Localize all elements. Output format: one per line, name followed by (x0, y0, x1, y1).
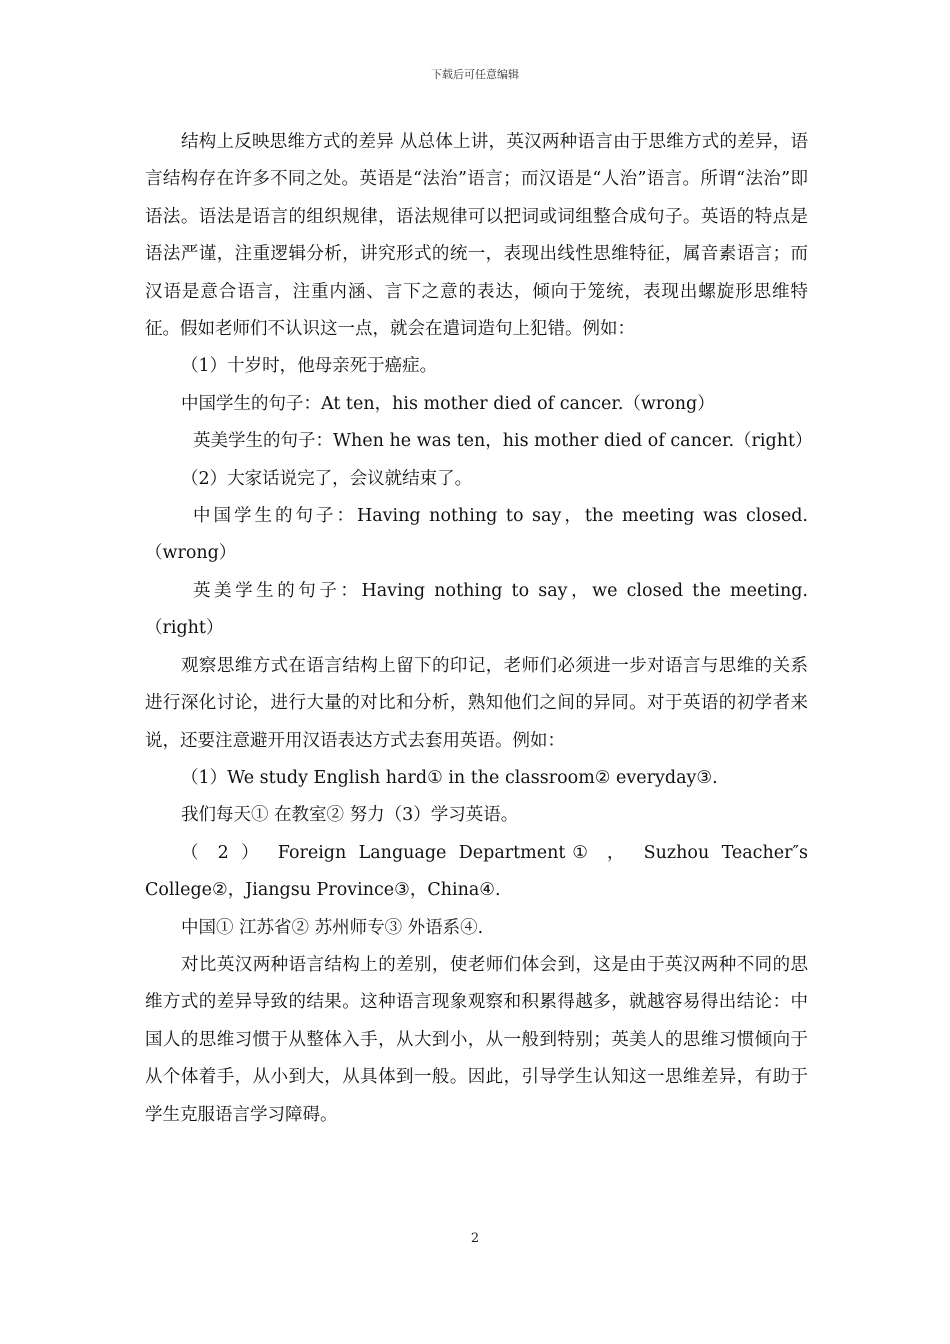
example-3-chinese: 我们每天① 在教室② 努力（3）学习英语。 (181, 805, 519, 826)
example-4-chinese: 中国① 江苏省② 苏州师专③ 外语系④. (181, 917, 484, 938)
page-header: 下载后可任意编辑 (431, 68, 519, 81)
example-3-english: （1）We study English hard① in the classroom② everyday③. (181, 767, 718, 788)
example-2-english-student: 英美学生的句子：Having nothing to say，we closed the meeting.（right） (145, 580, 808, 639)
paragraph-observation: 观察思维方式在语言结构上留下的印记，老师们必须进一步对语言与思维的关系进行深化讨论，进行大量的对比和分析，熟知他们之间的异同。对于英语的初学者来说，还要注意避开用汉语表达方式去套用英语。例如： (145, 655, 808, 751)
paragraph-conclusion: 对比英汉两种语言结构上的差别，使老师们体会到，这是由于英汉两种不同的思维方式的差异导致的结果。这种语言现象观察和积累得越多，就越容易得出结论：中国人的思维习惯于从整体入手，从大到小，从一般到特别；英美人的思维习惯倾向于从个体着手，从小到大，从具体到一般。因此，引导学生认知这一思维差异，有助于学生克服语言学习障碍。 (145, 954, 808, 1125)
document-body (145, 124, 813, 1134)
paragraph-intro: 结构上反映思维方式的差异 从总体上讲，英汉两种语言由于思维方式的差异，语言结构存在许多不同之处。英语是“法治”语言；而汉语是“人治”语言。所谓“法治”即语法。语法是语言的组织规律，语法规律可以把词或词组整合成句子。英语的特点是语法严谨，注重逻辑分析，讲究形式的统一，表现出线性思维特征，属音素语言；而汉语是意合语言，注重内涵、言下之意的表达，倾向于笼统，表现出螺旋形思维特征。假如老师们不认识这一点，就会在遣词造句上犯错。例如： (145, 132, 808, 340)
example-4-english: （ 2 ） Foreign Language Department① ， Suzhou Teacher″s College②，Jiangsu Province③，China④. (145, 842, 808, 901)
example-1-english-student: 英美学生的句子：When he was ten，his mother died of cancer.（right） (193, 431, 813, 452)
example-1-chinese: （1）十岁时，他母亲死于癌症。 (181, 356, 438, 377)
example-1-chinese-student: 中国学生的句子：At ten，his mother died of cancer.（wrong） (181, 393, 715, 414)
page-number: 2 (470, 1231, 480, 1246)
example-2-chinese: （2）大家话说完了，会议就结束了。 (181, 468, 473, 489)
example-2-chinese-student: 中国学生的句子：Having nothing to say，the meeting was closed.（wrong） (145, 506, 808, 564)
